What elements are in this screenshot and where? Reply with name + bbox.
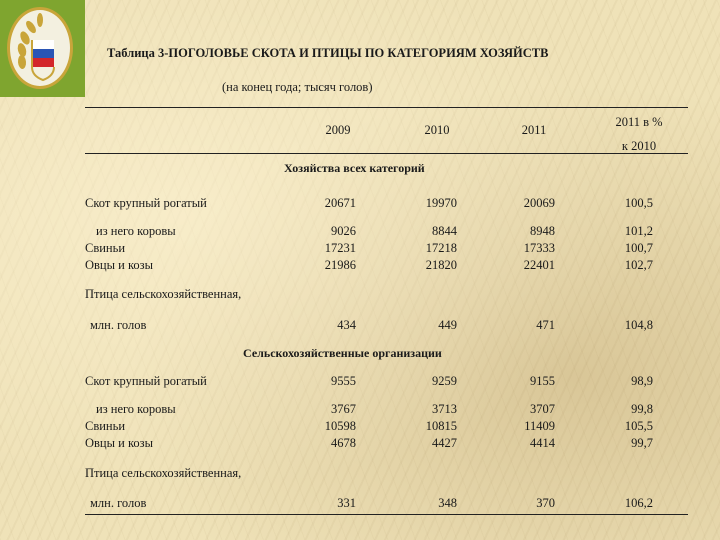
table-cell: 9259 [432,374,457,388]
table-cell: 9026 [331,224,356,238]
table-cell: 3713 [432,402,457,416]
table-cell: 3707 [530,402,555,416]
table-cell: 9155 [530,374,555,388]
table-cell: 99,7 [631,436,653,450]
table-cell: 17333 [523,241,555,255]
table-cell: 101,2 [624,224,653,238]
table-cell: 100,5 [624,196,653,210]
table-cell: 99,8 [631,402,653,416]
row-label: из него коровы [96,224,176,238]
table-cell: 9555 [331,374,356,388]
table-cell: 17218 [425,241,457,255]
table-cell: 17231 [324,241,356,255]
column-header: 2011 в % [615,115,663,129]
table-cell: 106,2 [624,496,653,510]
table-title: Таблица 3-ПОГОЛОВЬЕ СКОТА И ПТИЦЫ ПО КАТЕГОРИЯМ ХОЗЯЙСТВ [107,46,549,60]
table-cell: 105,5 [624,419,653,433]
header-rule-bottom [85,153,688,154]
table-cell: 102,7 [624,258,653,272]
table-cell: 370 [536,496,555,510]
table-cell: 10815 [425,419,457,433]
table-cell: 331 [337,496,356,510]
column-header: 2010 [424,123,450,137]
row-label: Птица сельскохозяйственная, [85,466,242,480]
table-subtitle: (на конец года; тысяч голов) [222,80,373,94]
table-cell: 11409 [524,419,555,433]
logo-panel [0,0,85,97]
header-rule-top [85,107,688,108]
table-cell: 22401 [523,258,555,272]
table-cell: 20069 [523,196,555,210]
agro-emblem-icon [7,7,73,89]
row-label: млн. голов [90,496,147,510]
row-label: Птица сельскохозяйственная, [85,287,242,301]
section-heading: Хозяйства всех категорий [284,161,425,175]
table-cell: 104,8 [624,318,653,332]
table-cell: 20671 [324,196,356,210]
table-cell: 449 [438,318,457,332]
row-label: Скот крупный рогатый [85,196,207,210]
table-cell: 8844 [432,224,457,238]
row-label: Скот крупный рогатый [85,374,207,388]
table-cell: 21986 [324,258,356,272]
row-label: из него коровы [96,402,176,416]
column-header: к 2010 [621,139,657,153]
column-header: 2011 [521,123,547,137]
table-cell: 4414 [530,436,555,450]
table-cell: 8948 [530,224,555,238]
row-label: Овцы и козы [85,436,153,450]
table-cell: 4678 [331,436,356,450]
section-heading: Сельскохозяйственные организации [243,346,442,360]
row-label: млн. голов [90,318,147,332]
table-cell: 434 [337,318,356,332]
table-rule-bottom [85,514,688,515]
table-cell: 21820 [425,258,457,272]
table-cell: 3767 [331,402,356,416]
table-cell: 4427 [432,436,457,450]
table-cell: 19970 [425,196,457,210]
table-cell: 98,9 [631,374,653,388]
column-header: 2009 [325,123,351,137]
table-cell: 471 [536,318,555,332]
table-cell: 10598 [324,419,356,433]
table-cell: 348 [438,496,457,510]
table-cell: 100,7 [624,241,653,255]
row-label: Свиньи [85,241,126,255]
row-label: Овцы и козы [85,258,153,272]
row-label: Свиньи [85,419,126,433]
